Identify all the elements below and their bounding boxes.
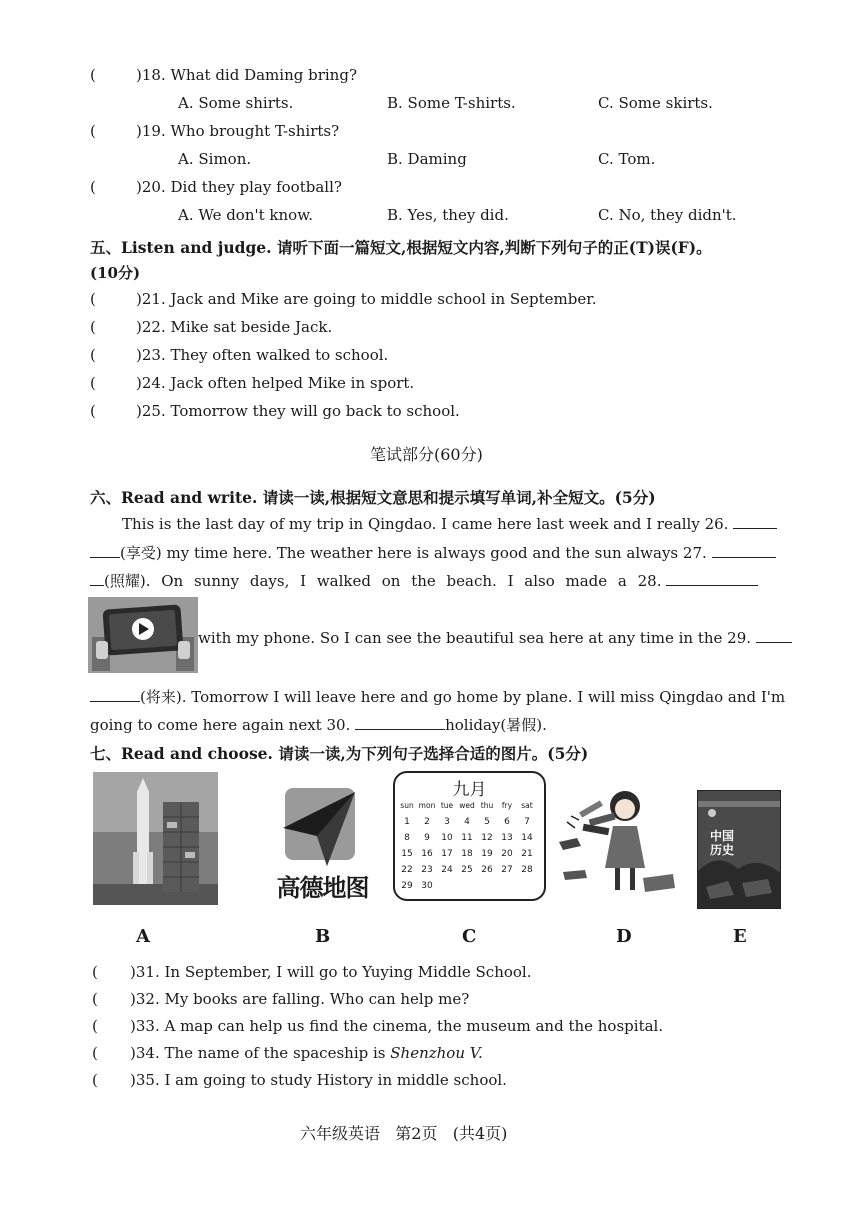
book-title-line: 历史 <box>709 843 734 857</box>
calendar-date: 6 <box>504 817 510 827</box>
answer-paren: ( <box>90 290 96 308</box>
passage-line-4 <box>198 628 792 647</box>
amap-logo-text: 高德地图 <box>276 874 369 902</box>
choose-item-33: )33. A map can help us find the cinema, the museum and the hospital. <box>130 1017 664 1035</box>
item-text: )34. The name of the spaceship is <box>130 1044 391 1062</box>
blank-27-cont[interactable] <box>90 571 104 586</box>
passage-line-6 <box>90 714 547 735</box>
choose-item-31: )31. In September, I will go to Yuying Middle School. <box>130 963 532 981</box>
choose-item-35: )35. I am going to study History in middle school. <box>130 1071 507 1089</box>
blank-29[interactable] <box>756 628 792 643</box>
option-c: C. No, they didn't. <box>598 206 737 224</box>
judge-item-24: )24. Jack often helped Mike in sport. <box>136 374 415 392</box>
calendar-date: 22 <box>401 865 413 875</box>
calendar-date: 20 <box>501 849 513 859</box>
history-book-image <box>697 790 781 909</box>
calendar-date: 23 <box>421 865 433 875</box>
passage-line-5 <box>90 686 785 707</box>
judge-item-22: )22. Mike sat beside Jack. <box>136 318 333 336</box>
amap-logo-icon <box>255 780 390 870</box>
question-20 <box>136 178 342 196</box>
answer-paren: ( <box>92 1017 98 1035</box>
page-footer: 六年级英语 第2页 (共4页) <box>300 1124 508 1143</box>
passage-text: (照耀). On sunny days, I walked on the beach. I also made a 28. <box>104 572 662 590</box>
section-5-score: (10分) <box>90 264 141 282</box>
answer-paren: ( <box>90 178 96 196</box>
calendar-day-header: fry <box>501 801 513 810</box>
blank-30[interactable] <box>355 715 445 730</box>
calendar-day-header: sun <box>400 801 414 810</box>
answer-paren: ( <box>90 122 96 140</box>
calendar-date: 3 <box>444 817 450 827</box>
answer-paren: ( <box>90 318 96 336</box>
option-b: B. Yes, they did. <box>387 206 509 224</box>
option-c: C. Some skirts. <box>598 94 713 112</box>
calendar-date: 27 <box>501 865 513 875</box>
question-number: )19. <box>136 122 166 140</box>
option-b: B. Daming <box>387 150 467 168</box>
calendar-date: 16 <box>421 849 433 859</box>
answer-paren: ( <box>92 1044 98 1062</box>
calendar-day-header: tue <box>440 801 454 810</box>
passage-text: with my phone. So I can see the beautiful sea here at any time in the 29. <box>198 629 752 647</box>
answer-paren: ( <box>92 963 98 981</box>
calendar-month: 九月 <box>452 780 487 800</box>
passage-text: going to come here again next 30. <box>90 716 351 734</box>
question-number: )18. <box>136 66 166 84</box>
calendar-day-header: thu <box>480 801 494 810</box>
question-text: Who brought T-shirts? <box>170 122 340 140</box>
calendar-date: 12 <box>481 833 493 843</box>
question-18 <box>136 66 357 84</box>
calendar-day-header: mon <box>418 801 436 810</box>
book-title-line: 中国 <box>709 829 734 843</box>
written-part-title: 笔试部分(60分) <box>370 445 483 464</box>
option-c: C. Tom. <box>598 150 656 168</box>
choose-item-34 <box>130 1044 483 1062</box>
passage-text: This is the last day of my trip in Qingdao. I came here last week and I really 26. <box>122 515 729 533</box>
calendar-date: 25 <box>461 865 473 875</box>
passage-line-2 <box>90 542 776 563</box>
picture-letter-c: C <box>462 926 477 947</box>
calendar-day-header: sat <box>521 801 533 810</box>
passage-text: (享受) my time here. The weather here is always good and the sun always 27. <box>120 544 707 562</box>
passage-line-3 <box>90 570 758 591</box>
falling-books-image <box>553 782 683 902</box>
calendar-date: 15 <box>401 849 413 859</box>
picture-letter-b: B <box>315 926 331 947</box>
picture-letter-a: A <box>136 926 150 947</box>
calendar-date: 26 <box>481 865 493 875</box>
calendar-date: 2 <box>424 817 430 827</box>
calendar-date: 8 <box>404 833 410 843</box>
judge-item-23: )23. They often walked to school. <box>136 346 389 364</box>
calendar-date: 10 <box>441 833 453 843</box>
section-7-heading: 七、Read and choose. 请读一读,为下列句子选择合适的图片。(5分) <box>90 744 589 763</box>
option-a: A. Some shirts. <box>178 94 294 112</box>
passage-text: holiday(暑假). <box>445 716 547 734</box>
calendar-date: 19 <box>481 849 493 859</box>
option-a: A. We don't know. <box>178 206 314 224</box>
rocket-image <box>93 772 218 905</box>
calendar-date: 29 <box>401 881 413 891</box>
answer-paren: ( <box>90 374 96 392</box>
book-title <box>698 829 746 857</box>
section-6-heading: 六、Read and write. 请读一读,根据短文意思和提示填写单词,补全短文。(5分) <box>90 488 656 507</box>
amap-logo-image <box>255 780 390 905</box>
calendar-date: 24 <box>441 865 453 875</box>
calendar-image <box>393 771 546 901</box>
question-text: Did they play football? <box>170 178 342 196</box>
answer-paren: ( <box>90 66 96 84</box>
calendar-date: 13 <box>501 833 513 843</box>
option-a: A. Simon. <box>178 150 252 168</box>
answer-paren: ( <box>90 402 96 420</box>
judge-item-21: )21. Jack and Mike are going to middle school in September. <box>136 290 597 308</box>
judge-item-25: )25. Tomorrow they will go back to school. <box>136 402 460 420</box>
answer-paren: ( <box>90 346 96 364</box>
passage-line-1 <box>122 514 777 533</box>
calendar-day-header: wed <box>459 801 475 810</box>
picture-letter-d: D <box>616 926 632 947</box>
answer-paren: ( <box>92 990 98 1008</box>
question-19 <box>136 122 339 140</box>
blank-26-cont[interactable] <box>90 543 120 558</box>
passage-text: (将来). Tomorrow I will leave here and go home by plane. I will miss Qingdao and I'm <box>140 688 786 706</box>
blank-28[interactable] <box>666 571 758 586</box>
section-5-heading: 五、Listen and judge. 请听下面一篇短文,根据短文内容,判断下列句子的正(T)误(F)。 <box>90 238 712 257</box>
calendar-date: 18 <box>461 849 473 859</box>
calendar-date: 11 <box>461 833 473 843</box>
choose-item-32: )32. My books are falling. Who can help me? <box>130 990 470 1008</box>
calendar-date: 7 <box>524 817 530 827</box>
calendar-date: 17 <box>441 849 453 859</box>
blank-26[interactable] <box>733 514 777 529</box>
item-italic-text: Shenzhou V. <box>390 1044 483 1062</box>
phone-video-image <box>88 597 198 673</box>
calendar-date: 5 <box>484 817 490 827</box>
calendar-date: 28 <box>521 865 533 875</box>
calendar-date: 30 <box>421 881 433 891</box>
calendar-date: 1 <box>404 817 410 827</box>
question-text: What did Daming bring? <box>170 66 357 84</box>
picture-letter-e: E <box>733 926 747 947</box>
blank-29-cont[interactable] <box>90 687 140 702</box>
question-number: )20. <box>136 178 166 196</box>
answer-paren: ( <box>92 1071 98 1089</box>
calendar-date: 9 <box>424 833 430 843</box>
calendar-date: 21 <box>521 849 533 859</box>
blank-27[interactable] <box>712 543 776 558</box>
calendar-date: 4 <box>464 817 470 827</box>
option-b: B. Some T-shirts. <box>387 94 516 112</box>
calendar-date: 14 <box>521 833 533 843</box>
